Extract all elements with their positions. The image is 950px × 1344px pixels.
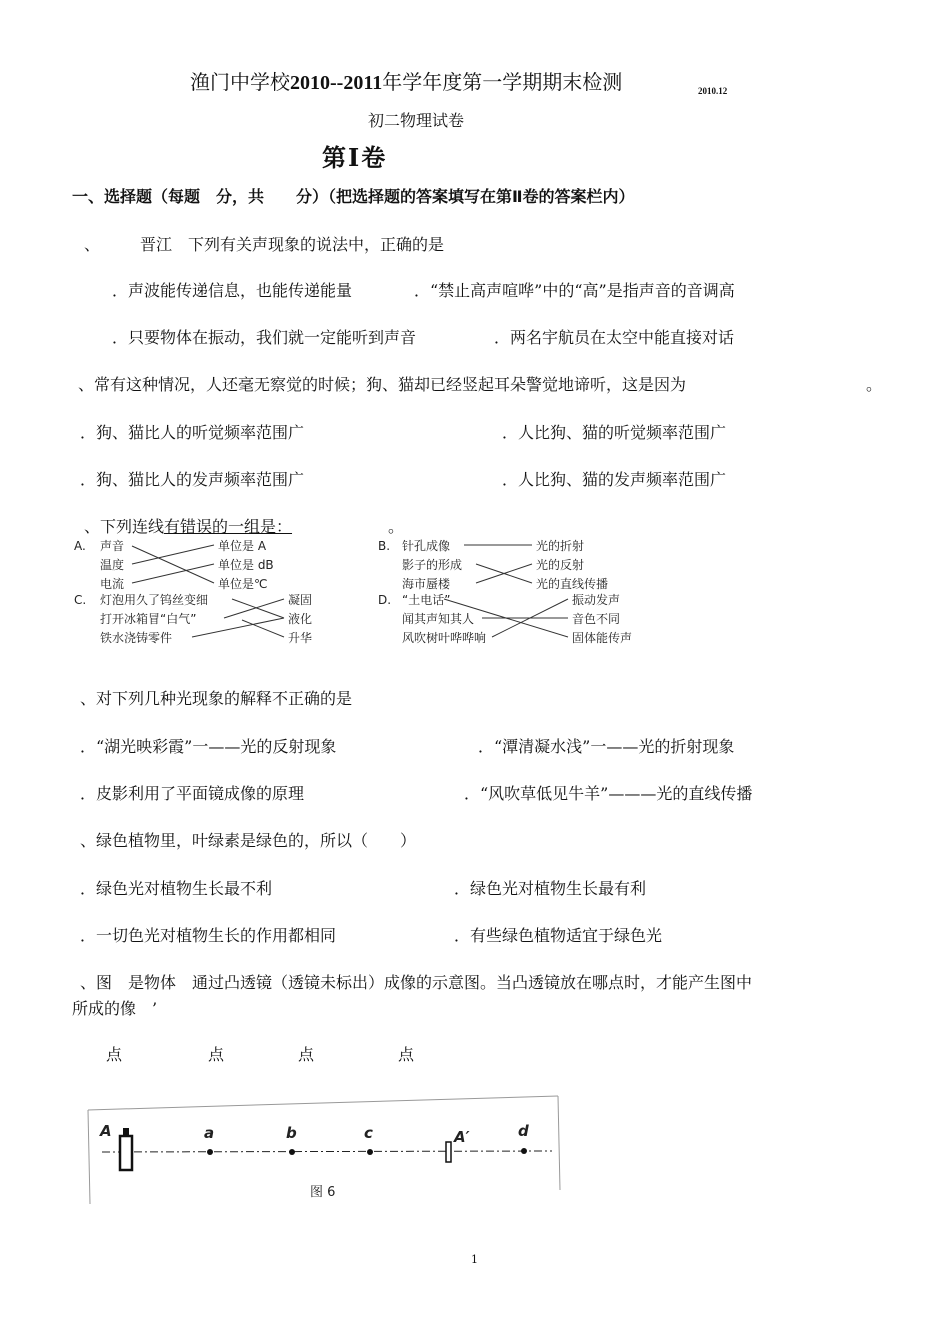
label-object-A: A <box>100 1122 112 1140</box>
match-a-label: A. <box>74 539 86 553</box>
match-b-left-2: 影子的形成 <box>402 558 463 572</box>
match-b-label: B. <box>378 539 391 553</box>
point-b <box>289 1149 295 1155</box>
q2-option-d: ．人比狗、猫的发声频率范围广 <box>502 470 727 489</box>
match-c-left-1: 灯泡用久了钨丝变细 <box>100 593 209 607</box>
q3-stem-end: 。 <box>388 517 405 536</box>
q6-stem-line2: 所成的像 ’ <box>72 999 158 1018</box>
match-b-right-3: 光的直线传播 <box>536 577 609 591</box>
object-candle-flame <box>123 1128 129 1137</box>
exam-title <box>190 66 622 95</box>
label-point-a: a <box>204 1124 215 1142</box>
q1-option-d: ．两名宇航员在太空中能直接对话 <box>494 328 735 347</box>
match-d-left-1: “土电话” <box>402 593 451 607</box>
q2-option-b: ．人比狗、猫的听觉频率范围广 <box>502 423 727 442</box>
title-school: 渔门中学校 <box>190 70 290 94</box>
q4-option-a: ．“湖光映彩霞”一——光的反射现象 <box>80 737 337 756</box>
match-c-line-3 <box>192 618 284 637</box>
lens-figure-left-edge <box>88 1110 90 1204</box>
volume-heading: 第Ⅰ卷 <box>322 143 388 172</box>
label-image-A-prime: A′ <box>454 1128 470 1146</box>
q2-option-c: ．狗、猫比人的发声频率范围广 <box>80 470 305 489</box>
q4-option-d: ．“风吹草低见牛羊”———光的直线传播 <box>464 784 753 803</box>
match-d-right-1: 振动发声 <box>572 593 621 607</box>
match-b-right-1: 光的折射 <box>536 539 585 553</box>
matching-figure <box>72 536 652 648</box>
q1-option-b: ．“禁止高声喧哗”中的“高”是指声音的音调高 <box>414 281 735 300</box>
q4-option-b: ．“潭清凝水浅”一——光的折射现象 <box>478 737 735 756</box>
image-candle <box>446 1142 451 1162</box>
match-d-label: D. <box>378 593 392 607</box>
q6-option-d: 点 <box>398 1045 415 1064</box>
q3-stem <box>84 514 292 537</box>
match-b-left-3: 海市蜃楼 <box>402 577 451 591</box>
q5-option-a: ．绿色光对植物生长最不利 <box>80 879 273 898</box>
q3-stem-start: 、下列连线 <box>84 517 165 536</box>
match-d-right-2: 音色不同 <box>572 612 621 626</box>
q6-option-a: 点 <box>106 1045 123 1064</box>
match-d-left-2: 闻其声知其人 <box>402 612 475 626</box>
exam-date: 2010.12 <box>698 86 728 96</box>
match-d-right-3: 固体能传声 <box>572 631 633 645</box>
section-heading: 一、选择题（每题 分，共 分）（把选择题的答案填写在第Ⅱ卷的答案栏内） <box>72 187 635 206</box>
match-b-left-1: 针孔成像 <box>402 539 451 553</box>
match-a-line-2 <box>132 546 214 583</box>
match-a-line-3 <box>132 564 214 583</box>
point-c <box>367 1149 373 1155</box>
point-d <box>521 1148 527 1154</box>
q2-option-a: ．狗、猫比人的听觉频率范围广 <box>80 423 305 442</box>
label-point-b: b <box>286 1124 297 1142</box>
q6-option-b: 点 <box>208 1045 225 1064</box>
label-point-d: d <box>518 1122 529 1140</box>
match-d-left-3: 风吹树叶哗哗响 <box>402 631 487 645</box>
page-number: 1 <box>471 1253 478 1266</box>
object-candle <box>120 1136 132 1170</box>
q4-option-c: ．皮影利用了平面镜成像的原理 <box>80 784 305 803</box>
title-years: 2010--2011 <box>290 72 383 94</box>
lens-figure-top-edge <box>88 1096 558 1110</box>
title-term: 年学年度第一学期期末检测 <box>382 70 623 94</box>
label-point-c: c <box>364 1124 373 1142</box>
lens-figure-caption: 图 6 <box>310 1185 336 1200</box>
match-a-right-2: 单位是 dB <box>218 558 274 572</box>
q1-stem: 、 晋江 下列有关声现象的说法中，正确的是 <box>84 235 445 254</box>
match-a-left-1: 声音 <box>100 539 125 553</box>
q2-stem-end: 。 <box>866 375 883 394</box>
q1-option-c: ．只要物体在振动，我们就一定能听到声音 <box>112 328 417 347</box>
principal-axis <box>102 1151 552 1152</box>
q3-stem-underlined: 有错误的一组是： <box>164 517 293 536</box>
match-c-right-1: 凝固 <box>288 593 313 607</box>
match-a-left-2: 温度 <box>100 558 125 572</box>
q1-option-a: ．声波能传递信息，也能传递能量 <box>112 281 353 300</box>
q6-option-c: 点 <box>298 1045 315 1064</box>
match-c-left-2: 打开冰箱冒“白气” <box>100 612 197 626</box>
match-c-left-3: 铁水浇铸零件 <box>100 631 173 645</box>
q5-option-d: ．有些绿色植物适宜于绿色光 <box>454 926 663 945</box>
q2-stem: 、常有这种情况，人还毫无察觉的时候；狗、猫却已经竖起耳朵警觉地谛听，这是因为 <box>78 375 687 394</box>
q5-option-c: ．一切色光对植物生长的作用都相同 <box>80 926 337 945</box>
q5-option-b: ．绿色光对植物生长最有利 <box>454 879 647 898</box>
match-a-line-1 <box>132 545 214 564</box>
match-b-right-2: 光的反射 <box>536 558 585 572</box>
q6-stem-line1: 、图 是物体 通过凸透镜（透镜未标出）成像的示意图。当凸透镜放在哪点时，才能产生图中 <box>80 973 753 992</box>
match-a-right-1: 单位是 A <box>218 539 267 553</box>
exam-subtitle: 初二物理试卷 <box>368 111 465 130</box>
match-c-right-2: 液化 <box>288 612 313 626</box>
q5-stem: 、绿色植物里，叶绿素是绿色的，所以（ ） <box>80 831 417 850</box>
point-a <box>207 1149 213 1155</box>
lens-figure-right-edge <box>558 1096 560 1190</box>
match-a-right-3: 单位是℃ <box>218 577 268 591</box>
match-c-right-3: 升华 <box>288 631 313 645</box>
match-c-label: C. <box>74 593 87 607</box>
lens-figure <box>84 1094 564 1210</box>
q4-stem: 、对下列几种光现象的解释不正确的是 <box>80 689 353 708</box>
match-a-left-3: 电流 <box>100 577 125 591</box>
